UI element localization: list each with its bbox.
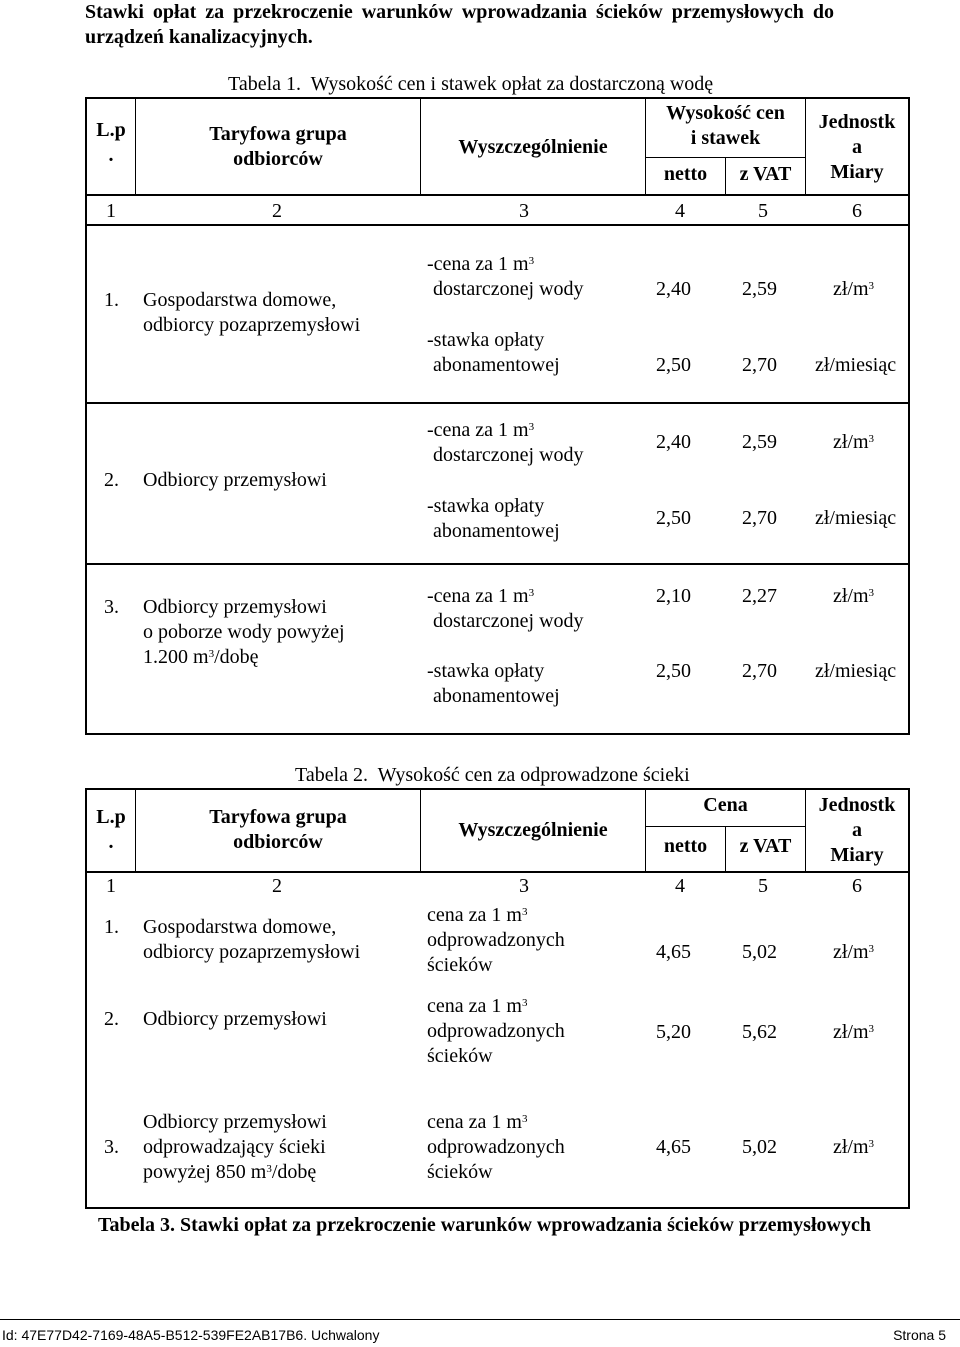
table-1-header-lp-line1: L.p [96, 119, 126, 141]
table-1-row3-item1-sup: 3 [528, 587, 535, 599]
table-1-border-bottom [85, 733, 910, 735]
table-1-row3-group-suffix: /dobę [214, 646, 259, 668]
table-1-row2-unit1-sup: 3 [868, 433, 875, 445]
table-2-header-lp-line2: . [108, 831, 114, 853]
table-1-border-top [85, 97, 910, 99]
table-1-caption: Tabela 1. Wysokość cen i stawek opłat za dostarczoną wodę [228, 73, 714, 95]
table-1-border-left [85, 97, 87, 735]
table-2-row1-item [427, 903, 565, 978]
table-2-border-bottom [85, 1207, 910, 1209]
table-2-row1-item-sup: 3 [521, 906, 528, 918]
table-1-row1-unit1 [833, 277, 874, 302]
table-1-row1-group [143, 288, 360, 338]
table-2-row2-unit-sup: 3 [868, 1023, 875, 1035]
table-2-row1-item-text: cena za 1 m [427, 904, 522, 926]
table-1-row1-item2 [427, 328, 560, 378]
table-1-header-lp-line2: . [108, 144, 114, 166]
table-2-row1-vat: 5,02 [742, 941, 777, 963]
table-1-row3-netto2: 2,50 [656, 660, 691, 682]
table-2-row1-group [143, 915, 360, 965]
table-1-row3-item1-line2: dostarczonej wody [433, 610, 584, 632]
table-1-header-price [646, 101, 805, 151]
table-1-row3-lp: 3. [104, 596, 119, 618]
table-2-row1-lp: 1. [104, 916, 119, 938]
table-1-row3-unit1-text: zł/m [833, 585, 869, 607]
table-2-row2-item-line2: odprowadzonych [427, 1020, 565, 1042]
table-1-row1-item2-line2: abonamentowej [433, 354, 560, 376]
table-1-row2-netto2: 2,50 [656, 507, 691, 529]
table-2-row2-lp: 2. [104, 1008, 119, 1030]
table-2-border-right [908, 788, 910, 1209]
table-2-header-unit-line3: Miary [830, 844, 884, 866]
table-2-row2-item-line3: ścieków [427, 1045, 493, 1067]
table-2-row3-group-suffix: /dobę [271, 1161, 317, 1183]
table-1-row2-item2 [427, 494, 560, 544]
table-2-row3-unit-text: zł/m [833, 1136, 869, 1158]
table-2-border-top [85, 788, 910, 790]
table-2-row1-group-line2: odbiorcy pozaprzemysłowi [143, 941, 361, 963]
section-heading [85, 0, 834, 50]
table-1-row1-item1-line2: dostarczonej wody [433, 278, 584, 300]
table-1-row2-vat2: 2,70 [742, 507, 777, 529]
table-1-row1-item1-sup: 3 [528, 255, 535, 267]
table-2-header-netto: netto [663, 835, 708, 857]
table-2-colnum-1: 1 [106, 875, 116, 897]
table-2-row1-unit-text: zł/m [833, 941, 869, 963]
table-1-row2-netto1: 2,40 [656, 431, 691, 453]
table-2-colnum-3: 3 [519, 875, 529, 897]
table-1-border-row2 [85, 563, 910, 565]
table-2-row3-netto: 4,65 [656, 1136, 691, 1158]
table-1-header-unit [806, 110, 908, 185]
table-1-row3-group-sup: 3 [208, 648, 215, 660]
table-2-row3-item-line2: odprowadzonych [427, 1136, 565, 1158]
table-1-row3-netto1: 2,10 [656, 585, 691, 607]
section-heading-line-2: urządzeń kanalizacyjnych. [85, 26, 313, 48]
table-1-border-right [908, 97, 910, 735]
table-2-row3-item-sup: 3 [521, 1113, 528, 1125]
table-2-header-group-line2: odbiorców [233, 831, 323, 853]
table-1-row1-unit2: zł/miesiąc [815, 354, 897, 376]
table-2-header-vat: z VAT [739, 835, 792, 857]
table-2-colnum-4: 4 [675, 875, 685, 897]
table-2-row3-item-line3: ścieków [427, 1161, 493, 1183]
table-1-header-group [136, 122, 420, 172]
table-2-header-group-line1: Taryfowa grupa [209, 806, 347, 828]
table-2-colnum-2: 2 [272, 875, 282, 897]
table-1-row2-unit2: zł/miesiąc [815, 507, 897, 529]
table-1-row1-group-line2: odbiorcy pozaprzemysłowi [143, 314, 361, 336]
table-1-header-group-line1: Taryfowa grupa [209, 123, 347, 145]
table-1-row2-item1-text: -cena za 1 m [427, 419, 529, 441]
table-2-row2-item-text: cena za 1 m [427, 995, 522, 1017]
table-1-row3-item1-text: -cena za 1 m [427, 585, 529, 607]
table-1-row2-vat1: 2,59 [742, 431, 777, 453]
table-2-header-unit [806, 793, 908, 868]
table-2-row3-unit-sup: 3 [868, 1138, 875, 1150]
table-1-header-spec: Wyszczególnienie [458, 136, 608, 158]
table-1-row3-item2-line1: -stawka opłaty [427, 660, 545, 682]
table-2-row3-group-sup: 3 [266, 1163, 272, 1175]
table-2-row2-item [427, 994, 565, 1069]
table-2-row3-group [143, 1110, 327, 1185]
table-2-row2-netto: 5,20 [656, 1021, 691, 1043]
table-1-row3-item1 [427, 584, 584, 634]
table-1-row2-lp: 2. [104, 469, 119, 491]
table-1-row3-vat2: 2,70 [742, 660, 777, 682]
footer-divider [0, 1319, 960, 1320]
table-1-header-vat: z VAT [739, 163, 792, 185]
table-2-header-lp [87, 805, 135, 855]
table-1-header-price-line2: i stawek [690, 127, 761, 149]
table-1-row3-unit1-sup: 3 [868, 587, 875, 599]
table-1-row3-item2 [427, 659, 560, 709]
table-2-header-spec: Wyszczególnienie [458, 819, 608, 841]
table-1-colnum-5: 5 [758, 200, 768, 222]
table-2-row1-item-line2: odprowadzonych [427, 929, 565, 951]
table-2-row3-item [427, 1110, 565, 1185]
table-2-header-unit-line2: a [852, 819, 862, 841]
table-1-row3-group [143, 595, 345, 670]
table-1-row1-item2-line1: -stawka opłaty [427, 329, 545, 351]
table-3-caption: Tabela 3. Stawki opłat za przekroczenie warunków wprowadzania ścieków przemysłowych [98, 1214, 871, 1236]
footer-page-number: Strona 5 [893, 1327, 946, 1343]
table-1-row2-group: Odbiorcy przemysłowi [143, 469, 327, 491]
footer-document-id: Id: 47E77D42-7169-48A5-B512-539FE2AB17B6. Uchwalony [2, 1327, 380, 1343]
table-2-row3-item-text: cena za 1 m [427, 1111, 522, 1133]
table-1-row2-item2-line2: abonamentowej [433, 520, 560, 542]
table-1-border-header [85, 194, 910, 196]
table-1-header-group-line2: odbiorców [233, 148, 323, 170]
table-1-border-numbers [85, 224, 910, 226]
table-1-row3-item2-line2: abonamentowej [433, 685, 560, 707]
table-1-border-row1 [85, 402, 910, 404]
table-1-header-lp [87, 118, 135, 168]
table-2-row2-unit-text: zł/m [833, 1021, 869, 1043]
table-1-header-price-line1: Wysokość cen [666, 102, 785, 124]
table-1-header-netto: netto [663, 163, 708, 185]
table-2-row3-vat: 5,02 [742, 1136, 777, 1158]
table-1-row3-group-line2: o poborze wody powyżej [143, 621, 345, 643]
table-2-row3-lp: 3. [104, 1136, 119, 1158]
table-1-row2-item1-line2: dostarczonej wody [433, 444, 584, 466]
table-1-row1-lp: 1. [104, 289, 119, 311]
table-1-row3-unit2: zł/miesiąc [815, 660, 897, 682]
table-2-header-price: Cena [703, 794, 748, 816]
table-1-header-unit-line1: Jednostk [818, 111, 896, 133]
table-1-row2-unit1 [833, 430, 874, 455]
table-1-colnum-4: 4 [675, 200, 685, 222]
table-1-row3-group-line3: 1.200 m [143, 646, 209, 668]
table-1-row1-item1-text: -cena za 1 m [427, 253, 529, 275]
table-2-row3-group-line1: Odbiorcy przemysłowi [143, 1111, 327, 1133]
table-1-row1-vat1: 2,59 [742, 278, 777, 300]
table-2-row1-item-line3: ścieków [427, 954, 493, 976]
table-2-colnum-5: 5 [758, 875, 768, 897]
table-1-colnum-3: 3 [519, 200, 529, 222]
table-1-colnum-1: 1 [106, 200, 116, 222]
table-1-row2-unit1-text: zł/m [833, 431, 869, 453]
table-2-caption: Tabela 2. Wysokość cen za odprowadzone ścieki [295, 764, 690, 786]
table-1-row1-unit1-text: zł/m [833, 278, 869, 300]
table-2-row1-unit [833, 940, 874, 965]
table-1-row1-vat2: 2,70 [742, 354, 777, 376]
table-1-header-unit-line2: a [852, 136, 862, 158]
table-1-row3-unit1 [833, 584, 874, 609]
table-2-row2-vat: 5,62 [742, 1021, 777, 1043]
table-1-row3-group-line1: Odbiorcy przemysłowi [143, 596, 327, 618]
table-1-row1-group-line1: Gospodarstwa domowe, [143, 289, 337, 311]
section-heading-line-1: Stawki opłat za przekroczenie warunków wprowadzania ścieków przemysłowych do [85, 1, 835, 23]
table-1-row2-item1-sup: 3 [528, 421, 535, 433]
table-2-row1-group-line1: Gospodarstwa domowe, [143, 916, 337, 938]
table-2-row1-netto: 4,65 [656, 941, 691, 963]
table-1-header-unit-line3: Miary [830, 161, 884, 183]
table-2-row3-group-line3: powyżej 850 m [143, 1161, 267, 1183]
table-2-header-lp-line1: L.p [96, 806, 126, 828]
table-2-row2-item-sup: 3 [521, 997, 528, 1009]
table-1-colnum-2: 2 [272, 200, 282, 222]
table-2-row2-unit [833, 1020, 874, 1045]
table-1-row1-netto2: 2,50 [656, 354, 691, 376]
table-1-row1-unit1-sup: 3 [868, 280, 875, 292]
table-1-colnum-6: 6 [852, 200, 862, 222]
table-2-header-unit-line1: Jednostk [818, 794, 896, 816]
table-1-row1-netto1: 2,40 [656, 278, 691, 300]
table-1-row2-item2-line1: -stawka opłaty [427, 495, 545, 517]
table-1-row1-item1 [427, 252, 584, 302]
table-2-colnum-6: 6 [852, 875, 862, 897]
table-2-row2-group: Odbiorcy przemysłowi [143, 1008, 327, 1030]
table-2-header-group [136, 805, 420, 855]
table-2-border-header [85, 871, 910, 873]
table-2-row3-unit [833, 1135, 874, 1160]
table-2-row1-unit-sup: 3 [868, 943, 875, 955]
table-2-row3-group-line2: odprowadzający ścieki [143, 1136, 326, 1158]
table-1-row2-item1 [427, 418, 584, 468]
table-1-row3-vat1: 2,27 [742, 585, 777, 607]
